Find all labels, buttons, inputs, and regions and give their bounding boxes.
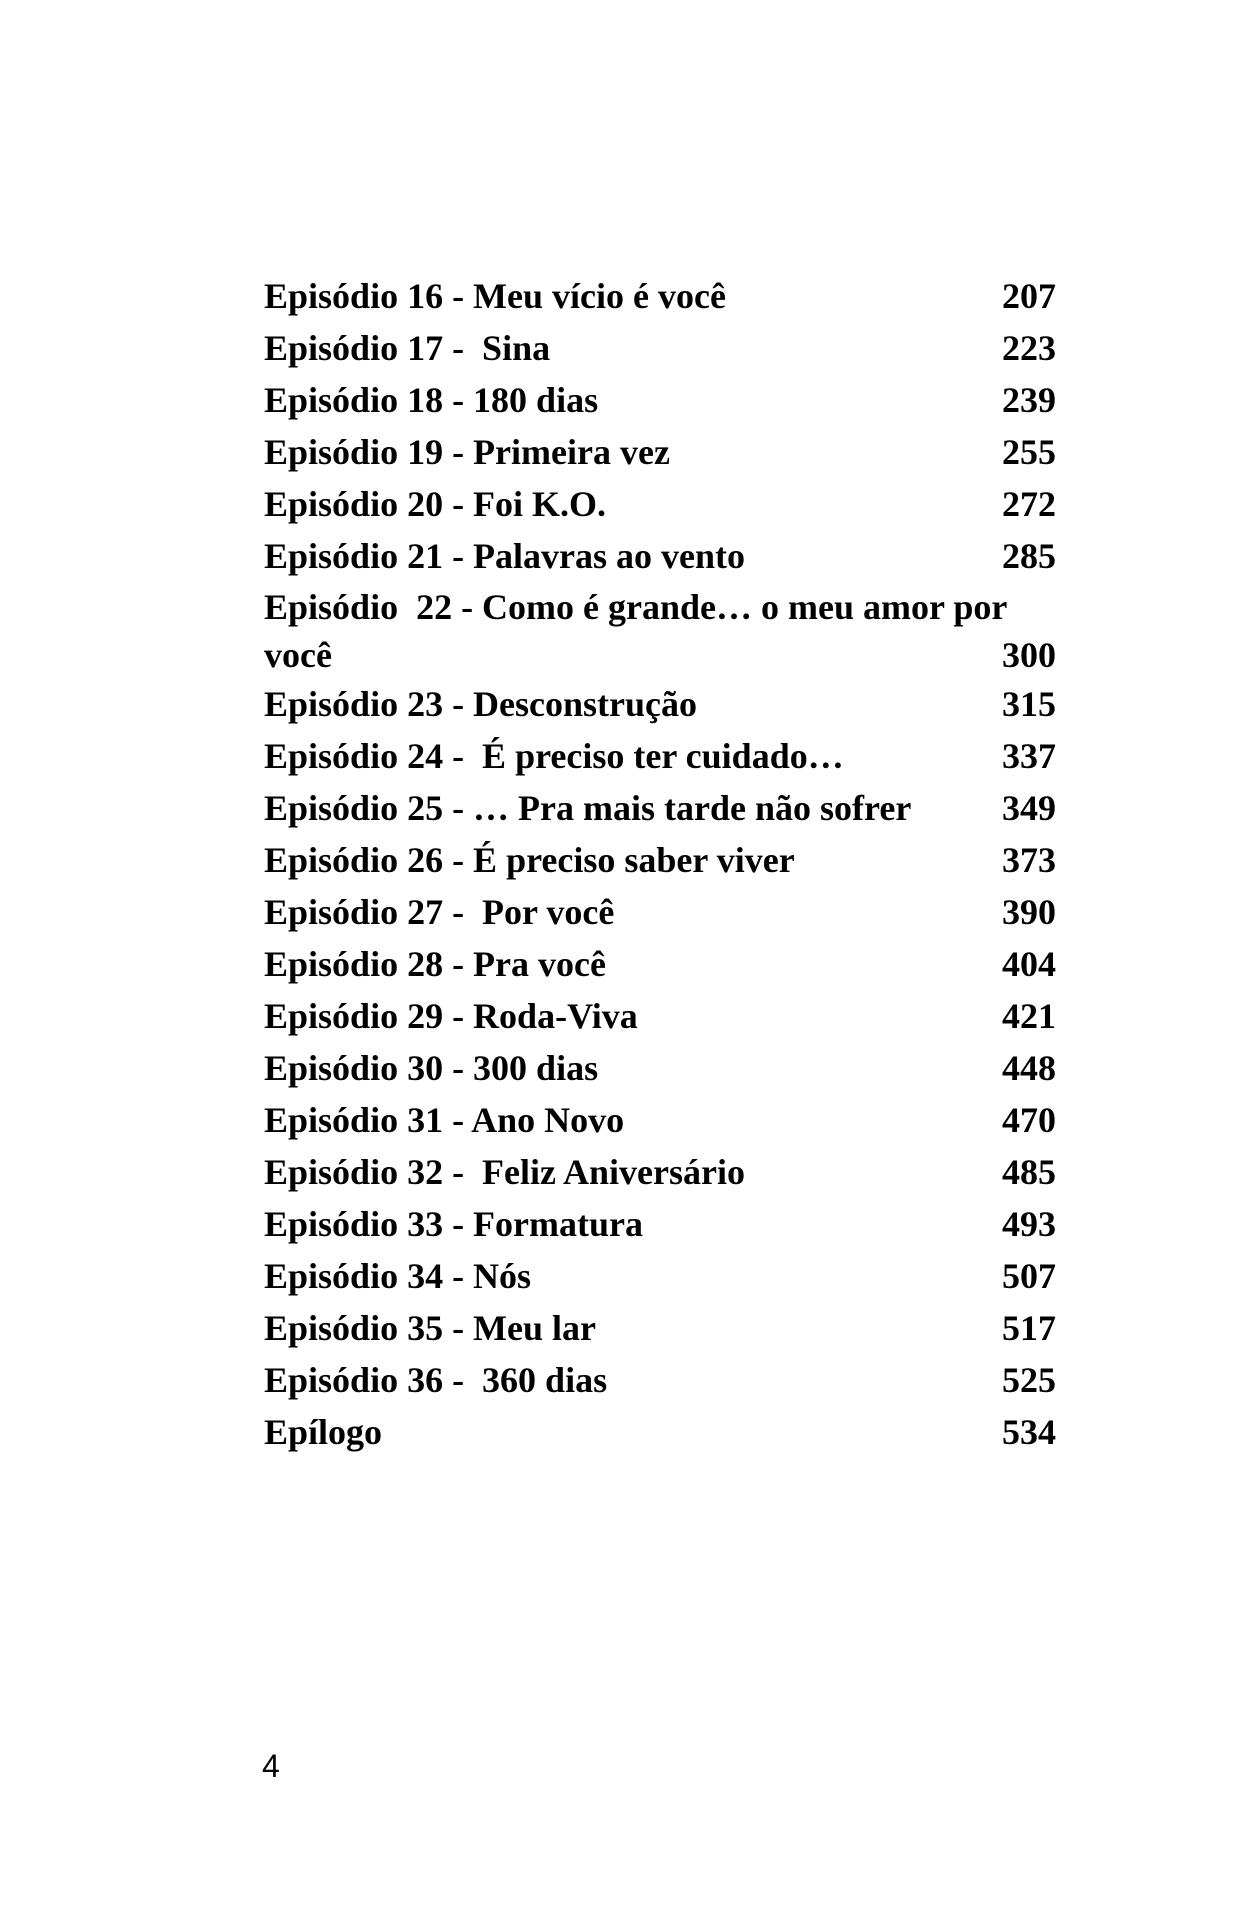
toc-entry-page: 272 (1002, 484, 1056, 524)
toc-entry-title: Episódio 28 - Pra você (264, 944, 606, 984)
toc-entry-title: Episódio 24 - É preciso ter cuidado… (264, 736, 844, 776)
toc-entry (264, 938, 1056, 990)
toc-entry (264, 678, 1056, 730)
table-of-contents (264, 270, 1056, 1458)
toc-entry-page: 285 (1002, 536, 1056, 576)
toc-entry-page: 534 (1002, 1412, 1056, 1452)
toc-entry-page: 390 (1002, 892, 1056, 932)
toc-entry (264, 730, 1056, 782)
toc-entry-title: Episódio 27 - Por você (264, 892, 615, 932)
toc-entry-page: 255 (1002, 432, 1056, 472)
toc-entry-page: 485 (1002, 1152, 1056, 1192)
toc-entry-title: Episódio 33 - Formatura (264, 1204, 644, 1244)
toc-entry (264, 1406, 1056, 1458)
toc-entry (264, 1042, 1056, 1094)
toc-entry (264, 1094, 1056, 1146)
toc-entry (264, 478, 1056, 530)
toc-entry-title: Episódio 35 - Meu lar (264, 1308, 597, 1348)
toc-entry-title: Episódio 26 - É preciso saber viver (264, 840, 795, 880)
toc-entry-title: Episódio 25 - … Pra mais tarde não sofrer (264, 788, 912, 828)
toc-entry-page: 448 (1002, 1048, 1056, 1088)
toc-entry-title: Episódio 18 - 180 dias (264, 380, 599, 420)
toc-entry-title: Epílogo (264, 1412, 383, 1452)
toc-entry (264, 834, 1056, 886)
toc-entry-title: Episódio 31 - Ano Novo (264, 1100, 625, 1140)
toc-entry-page: 223 (1002, 328, 1056, 368)
toc-entry-title: Episódio 17 - Sina (264, 328, 551, 368)
toc-entry (264, 270, 1056, 322)
toc-entry-line2 (264, 632, 1056, 678)
toc-entry-page: 300 (1002, 635, 1056, 675)
page-number: 4 (262, 1748, 280, 1784)
toc-entry (264, 1250, 1056, 1302)
toc-entry-title: Episódio 29 - Roda-Viva (264, 996, 638, 1036)
toc-entry-title: Episódio 20 - Foi K.O. (264, 484, 607, 524)
toc-entry-page: 337 (1002, 736, 1056, 776)
toc-entry-page: 373 (1002, 840, 1056, 880)
toc-entry-page: 315 (1002, 684, 1056, 724)
toc-entry-title: Episódio 23 - Desconstrução (264, 684, 698, 724)
toc-entry (264, 374, 1056, 426)
toc-entry-title: Episódio 30 - 300 dias (264, 1048, 599, 1088)
toc-entry (264, 990, 1056, 1042)
toc-entry-page: 517 (1002, 1308, 1056, 1348)
toc-entry-page: 493 (1002, 1204, 1056, 1244)
toc-entry-page: 507 (1002, 1256, 1056, 1296)
toc-entry (264, 322, 1056, 374)
toc-entry-title: Episódio 36 - 360 dias (264, 1360, 608, 1400)
toc-entry-page: 470 (1002, 1100, 1056, 1140)
toc-entry-page: 421 (1002, 996, 1056, 1036)
toc-entry-title: Episódio 34 - Nós (264, 1256, 532, 1296)
toc-entry (264, 1146, 1056, 1198)
toc-entry-title: Episódio 16 - Meu vício é você (264, 276, 726, 316)
toc-entry (264, 530, 1056, 582)
toc-entry (264, 782, 1056, 834)
toc-entry (264, 426, 1056, 478)
toc-entry-page: 404 (1002, 944, 1056, 984)
toc-entry-title: Episódio 21 - Palavras ao vento (264, 536, 746, 576)
toc-entry-title-line2: você (264, 635, 332, 675)
toc-entry-title: Episódio 19 - Primeira vez (264, 432, 670, 472)
toc-entry-page: 207 (1002, 276, 1056, 316)
toc-entry-title: Episódio 32 - Feliz Aniversário (264, 1152, 745, 1192)
toc-entry (264, 886, 1056, 938)
toc-entry (264, 1302, 1056, 1354)
toc-entry (264, 1198, 1056, 1250)
toc-entry-page: 525 (1002, 1360, 1056, 1400)
toc-entry-wrapped (264, 582, 1056, 678)
toc-entry (264, 1354, 1056, 1406)
toc-entry-page: 239 (1002, 380, 1056, 420)
toc-entry-page: 349 (1002, 788, 1056, 828)
toc-entry-title-line1: Episódio 22 - Como é grande… o meu amor por (264, 587, 1008, 627)
